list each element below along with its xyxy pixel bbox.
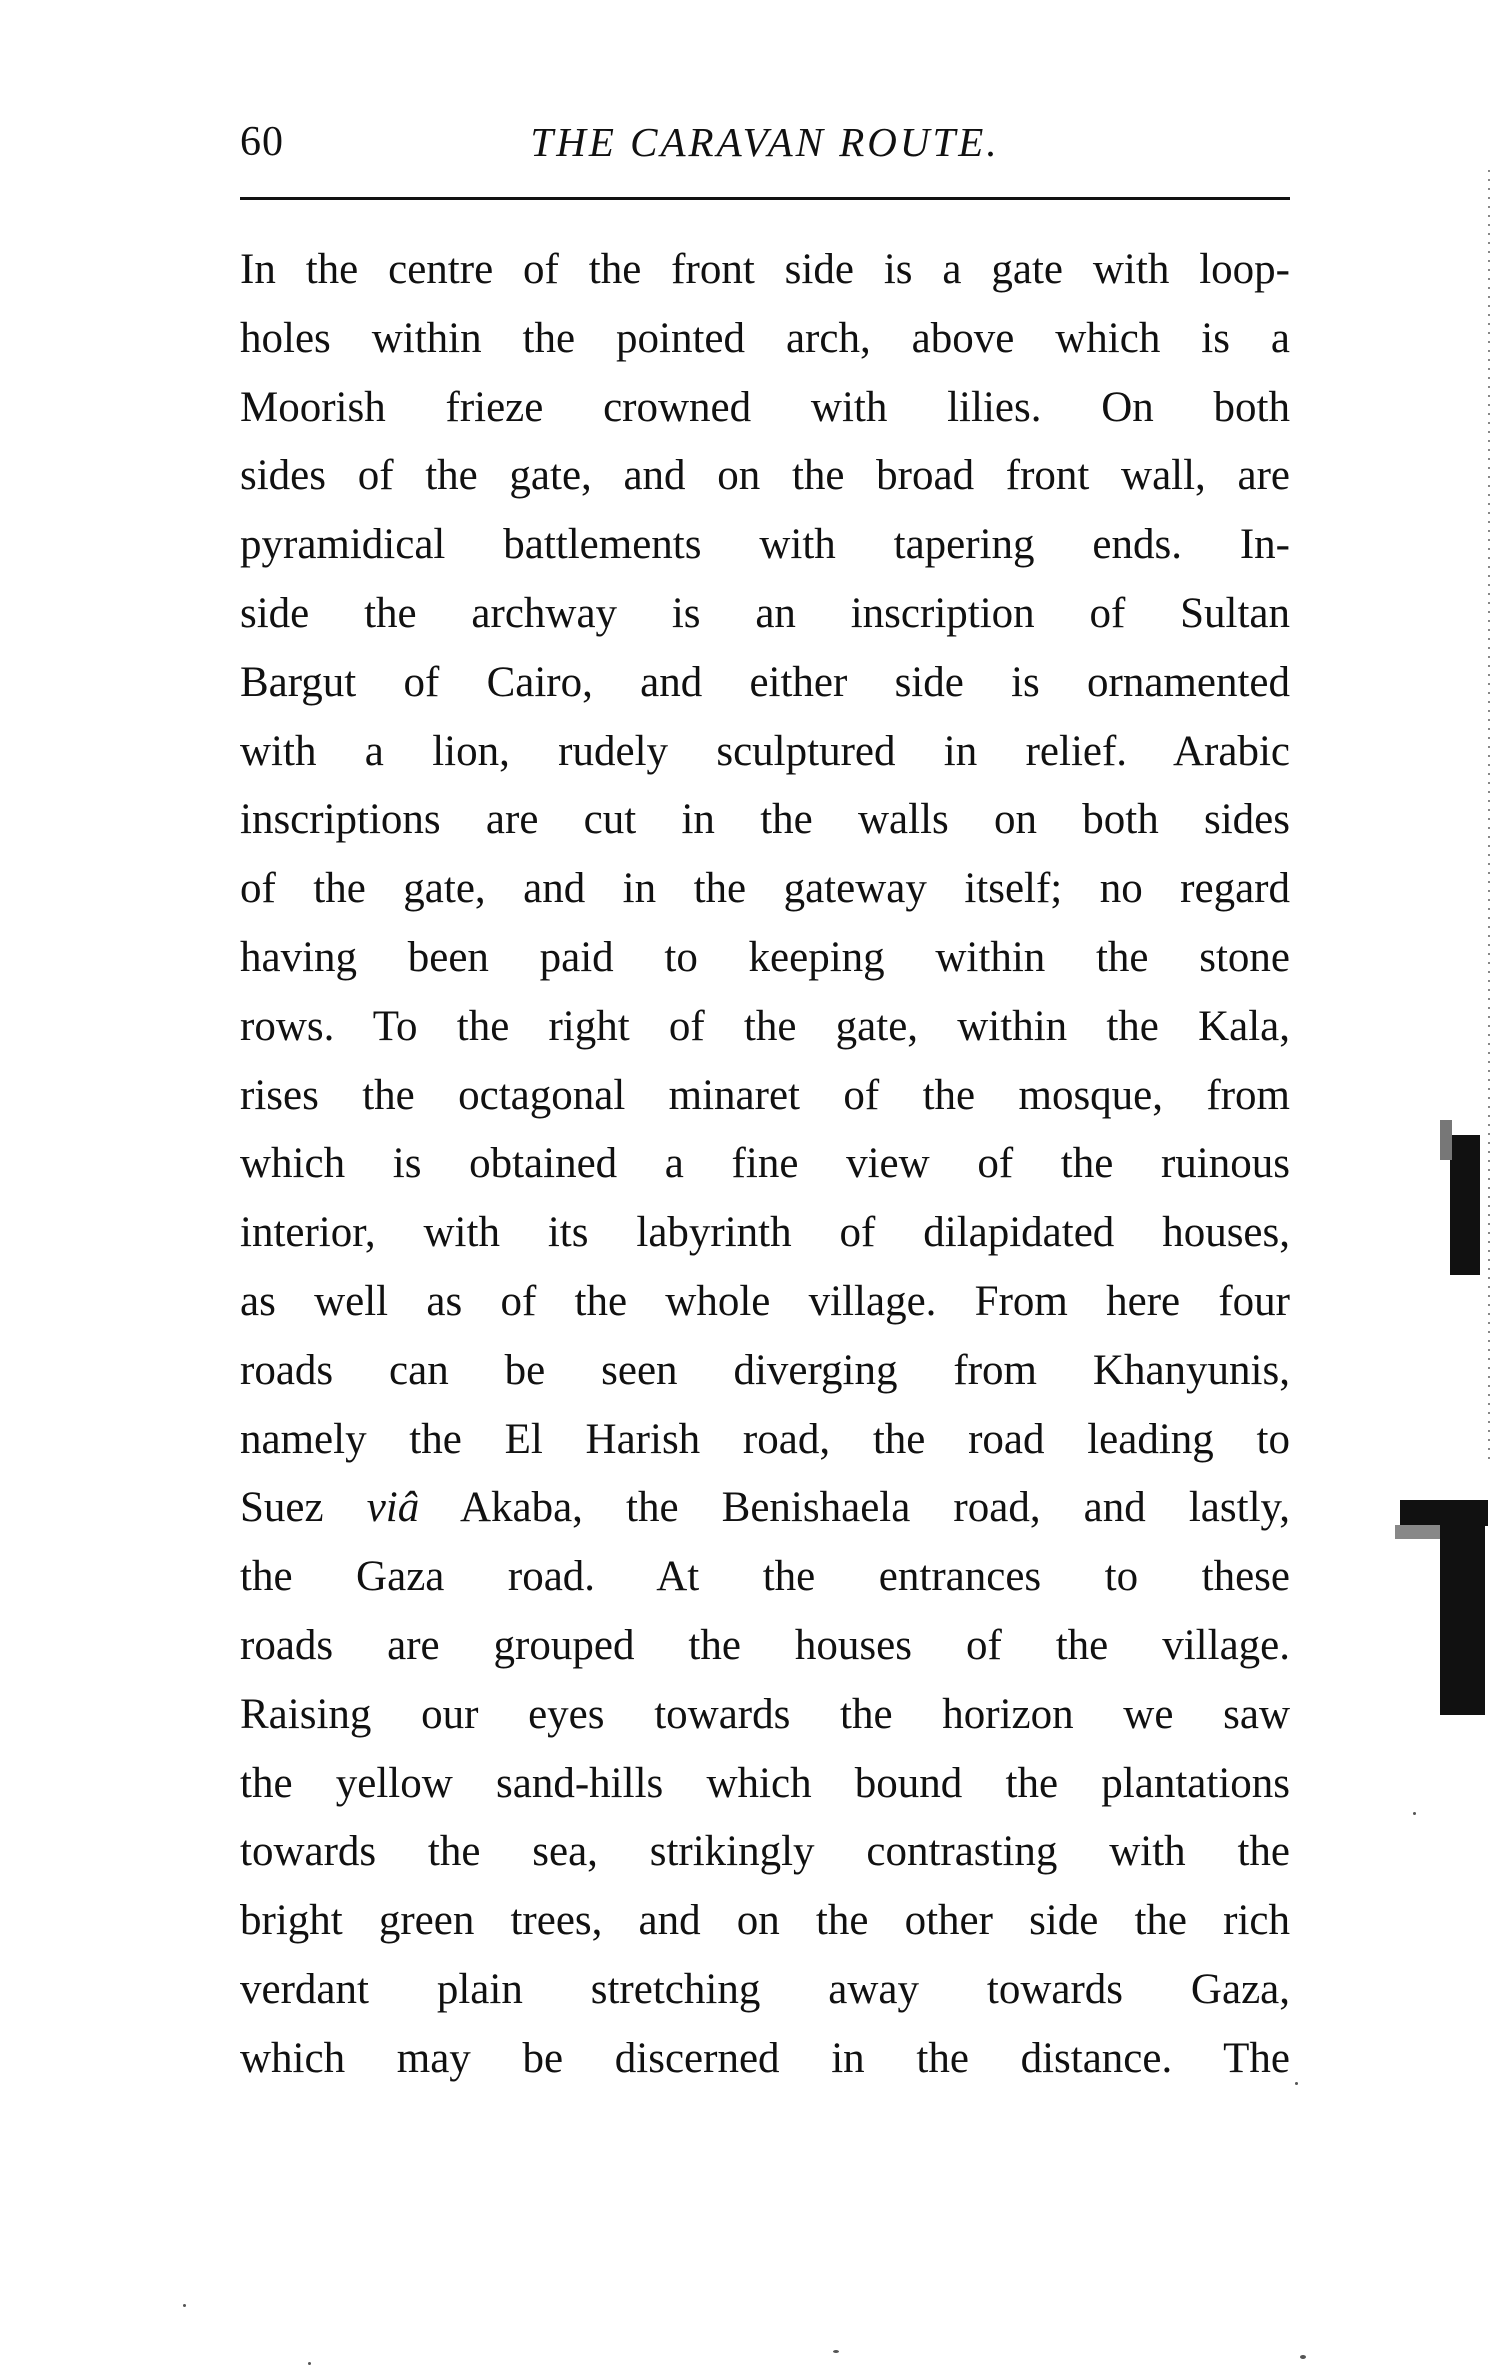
text-line: Moorish frieze crowned with lilies. On both	[240, 383, 1290, 431]
scan-shadow-mark	[1450, 1135, 1480, 1275]
text-line: rows. To the right of the gate, within the Kala,	[240, 1002, 1290, 1050]
text-line: the Gaza road. At the entrances to these	[240, 1553, 1290, 1601]
text-line: interior, with its labyrinth of dilapidated houses,	[240, 1209, 1290, 1257]
text-segment: Akaba, the Benishaela road, and lastly,	[419, 1484, 1290, 1532]
header-rule	[240, 197, 1290, 200]
text-segment: Suez	[240, 1484, 367, 1532]
text-line: bright green trees, and on the other side the rich	[240, 1897, 1290, 1945]
text-line: namely the El Harish road, the road leading to	[240, 1415, 1290, 1463]
scan-speck	[1295, 2082, 1298, 2085]
page-number: 60	[240, 119, 284, 165]
page-header	[240, 118, 1290, 178]
scan-edge-marks	[1488, 170, 1490, 1460]
text-line: Bargut of Cairo, and either side is ornamented	[240, 658, 1290, 706]
text-line: towards the sea, strikingly contrasting with the	[240, 1828, 1290, 1876]
text-line: with a lion, rudely sculptured in relief. Arabic	[240, 727, 1290, 775]
text-line: the yellow sand-hills which bound the plantations	[240, 1759, 1290, 1807]
scan-speck	[833, 2350, 839, 2353]
text-line: which is obtained a fine view of the ruinous	[240, 1140, 1290, 1188]
body-text	[240, 236, 1290, 2094]
text-line: holes within the pointed arch, above which is a	[240, 314, 1290, 362]
text-line: roads are grouped the houses of the village.	[240, 1621, 1290, 1669]
text-line: Raising our eyes towards the horizon we saw	[240, 1690, 1290, 1738]
text-line: having been paid to keeping within the stone	[240, 933, 1290, 981]
scan-speck	[183, 2304, 186, 2307]
text-line: rises the octagonal minaret of the mosque, from	[240, 1071, 1290, 1119]
text-line: pyramidical battlements with tapering ends. In-	[240, 521, 1290, 569]
text-line: sides of the gate, and on the broad front wall, are	[240, 452, 1290, 500]
scan-speck	[1413, 1812, 1416, 1815]
scan-speck	[1300, 2355, 1306, 2359]
text-line: roads can be seen diverging from Khanyunis,	[240, 1346, 1290, 1394]
text-line: as well as of the whole village. From here four	[240, 1277, 1290, 1325]
text-line-with-italic	[240, 1474, 1290, 1543]
italic-word: viâ	[366, 1484, 420, 1532]
scan-speck	[308, 2362, 311, 2365]
text-line: side the archway is an inscription of Sultan	[240, 589, 1290, 637]
scan-shadow-mark	[1395, 1525, 1440, 1539]
scan-shadow-mark	[1440, 1500, 1485, 1715]
scan-shadow-mark	[1440, 1120, 1452, 1160]
text-line: verdant plain stretching away towards Gaza,	[240, 1965, 1290, 2013]
running-title: THE CARAVAN ROUTE.	[530, 119, 1000, 165]
text-line: of the gate, and in the gateway itself; no regard	[240, 865, 1290, 913]
text-line: which may be discerned in the distance. The	[240, 2034, 1290, 2082]
text-line: In the centre of the front side is a gate with loop-	[240, 246, 1290, 293]
text-line: inscriptions are cut in the walls on both sides	[240, 796, 1290, 844]
